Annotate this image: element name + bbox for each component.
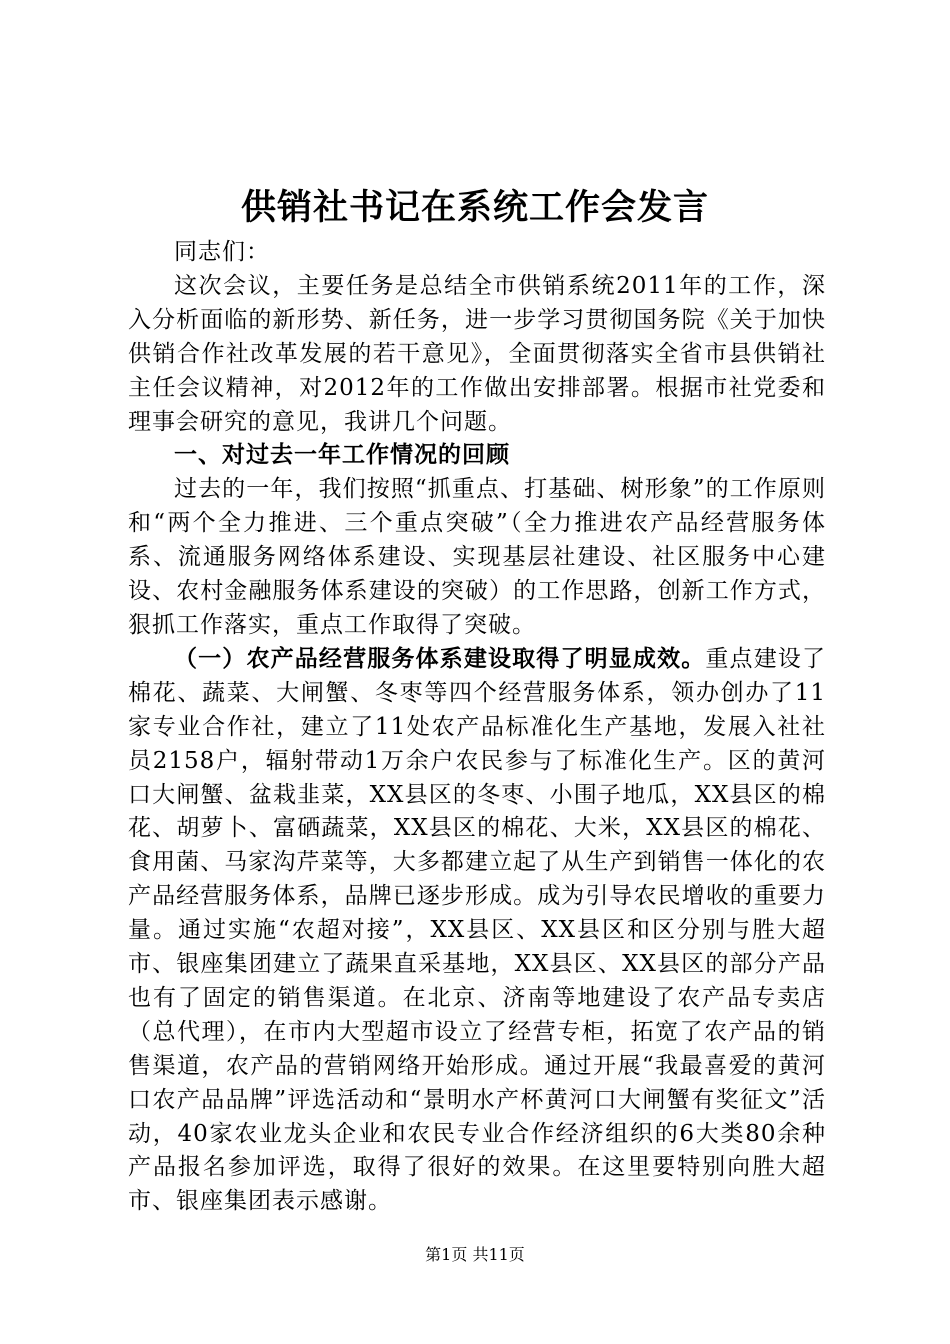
section-heading-review: 一、对过去一年工作情况的回顾 [174, 442, 510, 469]
paragraph-subsection-1 [128, 643, 826, 1219]
paragraph-intro: 这次会议，主要任务是总结全市供销系统2011年的工作，深入分析面临的新形势、新任务，进一步学习贯彻国务院《关于加快供销合作社改革发展的若干意见》，全面贯彻落实全省市县供销社主任会议精神，对2012年的工作做出安排部署。根据市社党委和理事会研究的意见，我讲几个问题。 [128, 272, 826, 435]
document-title: 供销社书记在系统工作会发言 [240, 188, 709, 228]
paragraph-review: 过去的一年，我们按照“抓重点、打基础、树形象”的工作原则和“两个全力推进、三个重点突破”（全力推进农产品经营服务体系、流通服务网络体系建设、实现基层社建设、社区服务中心建设、农村金融服务体系建设的突破）的工作思路，创新工作方式，狠抓工作落实，重点工作取得了突破。 [128, 476, 826, 638]
page-footer: 第1页 共11页 [425, 1245, 525, 1264]
subsection-heading-agri-products: （一）农产品经营服务体系建设取得了明显成效。 [174, 645, 706, 672]
salutation: 同志们： [174, 239, 270, 265]
subsection-1-text: 重点建设了棉花、蔬菜、大闸蟹、冬枣等四个经营服务体系，领办创办了11家专业合作社，建立了11处农产品标准化生产基地，发展入社社员2158户，辐射带动1万余户农民参与了标准化生产。区的黄河口大闸蟹、盆栽韭菜，XX县区的冬枣、小围子地瓜，XX县区的棉花、胡萝卜、富硒蔬菜，XX县区的棉花、大米，XX县区的棉花、食用菌、马家沟芹菜等，大多都建立起了从生产到销售一体化的农产品经营服务体系，品牌已逐步形成。成为引导农民增收的重要力量。通过实施“农超对接”，XX县区、XX县区和区分别与胜大超市、银座集团建立了蔬果直采基地，XX县区、XX县区的部分产品也有了固定的销售渠道。在北京、济南等地建设了农产品专卖店（总代理），在市内大型超市设立了经营专柜，拓宽了农产品的销售渠道，农产品的营销网络开始形成。通过开展“我最喜爱的黄河口农产品品牌”评选活动和“景明水产杯黄河口大闸蟹有奖征文”活动，40家农业龙头企业和农民专业合作经济组织的6大类80余种产品报名参加评选，取得了很好的效果。在这里要特别向胜大超市、银座集团表示感谢。 [128, 645, 827, 1215]
document-body [128, 236, 826, 1219]
